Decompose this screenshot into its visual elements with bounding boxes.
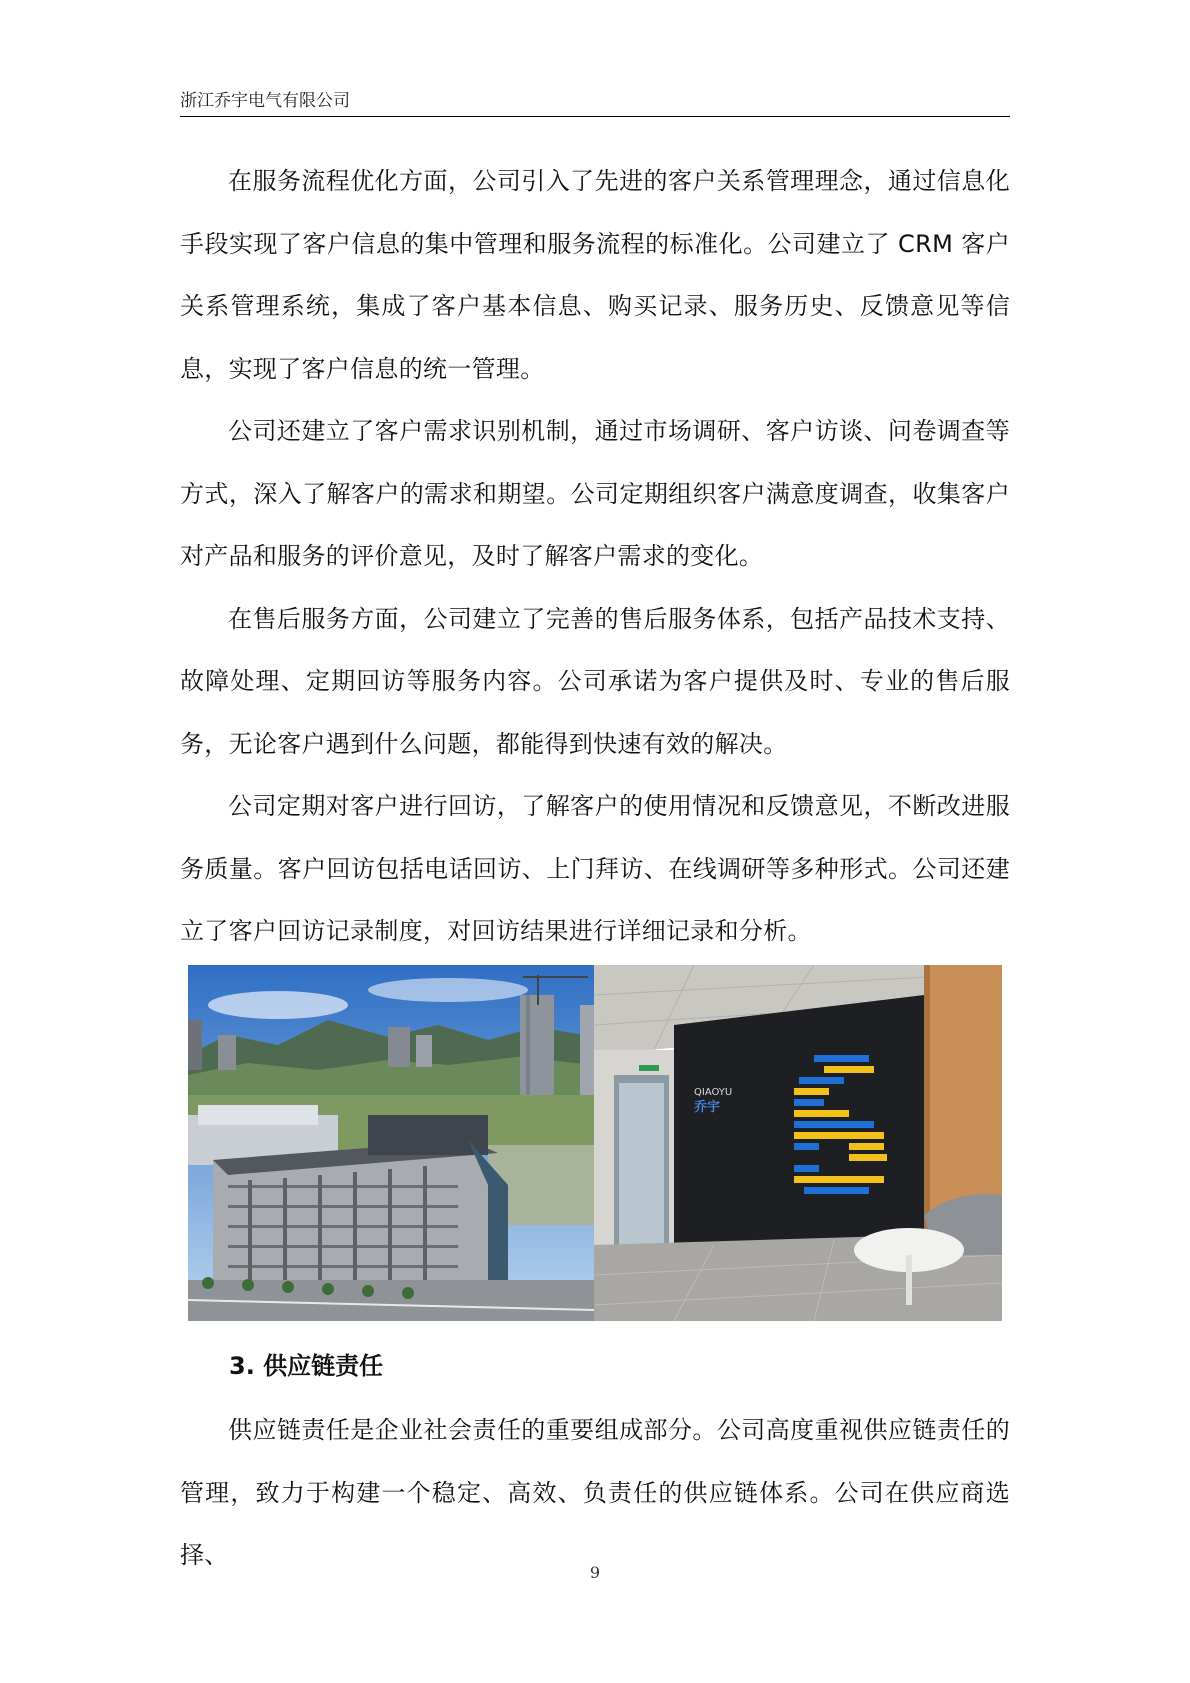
paragraph: 供应链责任是企业社会责任的重要组成部分。公司高度重视供应链责任的管理，致力于构建一个稳定、高效、负责任的供应链体系。公司在供应商选择、 <box>180 1416 1010 1569</box>
photo-row <box>188 965 1002 1321</box>
paragraph: 公司还建立了客户需求识别机制，通过市场调研、客户访谈、问卷调查等方式，深入了解客户的需求和期望。公司定期组织客户满意度调查，收集客户对产品和服务的评价意见，及时了解客户需求的变化。 <box>180 417 1010 570</box>
paragraph: 在服务流程优化方面，公司引入了先进的客户关系管理理念，通过信息化手段实现了客户信息的集中管理和服务流程的标准化。公司建立了 CRM 客户关系管理系统，集成了客户基本信息、购买记录、服务历史、反馈意见等信息，实现了客户信息的统一管理。 <box>180 167 1010 383</box>
paragraph: 公司定期对客户进行回访，了解客户的使用情况和反馈意见，不断改进服务质量。客户回访包括电话回访、上门拜访、在线调研等多种形式。公司还建立了客户回访记录制度，对回访结果进行详细记录和分析。 <box>180 792 1010 945</box>
factory-aerial-photo <box>188 965 594 1321</box>
paragraph: 在售后服务方面，公司建立了完善的售后服务体系，包括产品技术支持、故障处理、定期回访等服务内容。公司承诺为客户提供及时、专业的售后服务，无论客户遇到什么问题，都能得到快速有效的解决。 <box>180 604 1010 758</box>
body-text <box>180 150 1010 963</box>
header-company-name: 浙江乔宇电气有限公司 <box>180 91 350 111</box>
section-body-text <box>180 1399 1010 1587</box>
factory-aerial-image <box>188 965 594 1321</box>
page-number: 9 <box>589 1563 601 1582</box>
page-header <box>180 86 1010 117</box>
lobby-interior-image <box>594 965 1002 1321</box>
lobby-sign-text: 乔宇 <box>694 1100 721 1115</box>
section-heading: 3. 供应链责任 <box>229 1352 384 1380</box>
lobby-interior-photo <box>594 965 1002 1321</box>
lobby-sign-small: QIAOYU <box>694 1087 733 1098</box>
